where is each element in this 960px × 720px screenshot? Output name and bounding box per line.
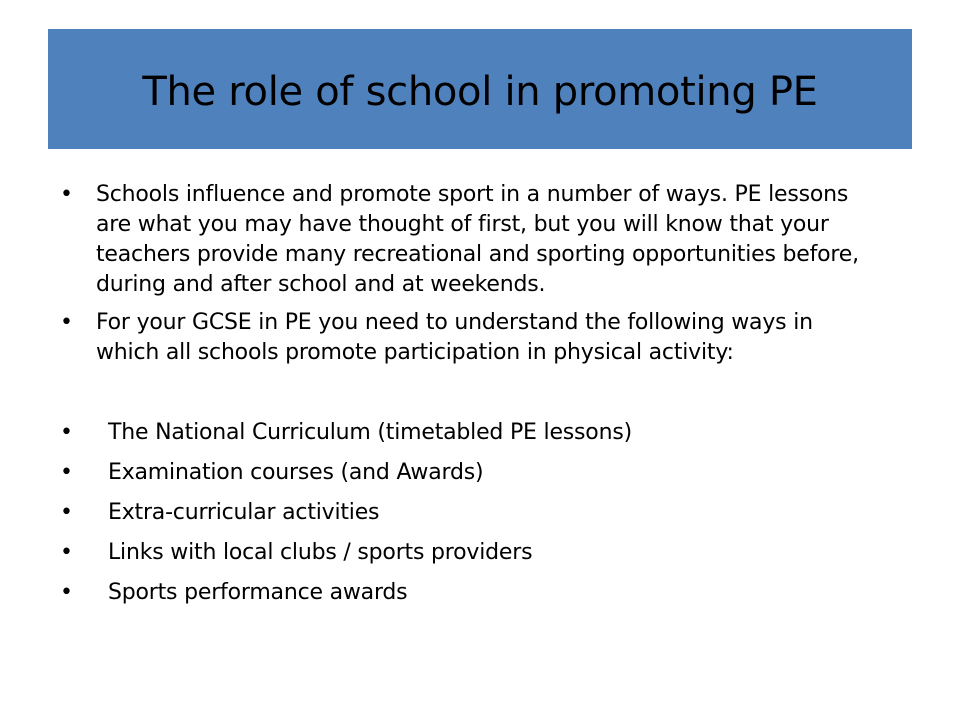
bullet-text: Schools influence and promote sport in a number of ways. PE lessons are what you may have thought of first, but you will know that your teachers provide many recreational and sporting opportunities before, during and after school and at weekends. bbox=[96, 182, 859, 297]
bullet-paragraph bbox=[60, 180, 860, 300]
bullet-list bbox=[60, 180, 860, 618]
list-item-text: The National Curriculum (timetabled PE lessons) bbox=[108, 420, 632, 445]
slide-title: The role of school in promoting PE bbox=[142, 69, 818, 115]
list-item bbox=[60, 498, 860, 528]
bullet-dot-icon: • bbox=[60, 460, 73, 485]
list-item bbox=[60, 458, 860, 488]
bullet-dot-icon: • bbox=[60, 310, 73, 335]
bullet-dot-icon: • bbox=[60, 420, 73, 445]
list-item bbox=[60, 538, 860, 568]
list-item-text: Links with local clubs / sports providers bbox=[108, 540, 533, 565]
bullet-dot-icon: • bbox=[60, 540, 73, 565]
bullet-dot-icon: • bbox=[60, 182, 73, 207]
list-item-text: Extra-curricular activities bbox=[108, 500, 380, 525]
bullet-dot-icon: • bbox=[60, 580, 73, 605]
bullet-text: For your GCSE in PE you need to understand the following ways in which all schools promote participation in physical activity: bbox=[96, 310, 813, 365]
bullet-paragraph bbox=[60, 308, 860, 368]
list-item-text: Examination courses (and Awards) bbox=[108, 460, 484, 485]
slide-title-bar bbox=[48, 29, 912, 149]
list-item bbox=[60, 418, 860, 448]
bullet-dot-icon: • bbox=[60, 500, 73, 525]
list-item-text: Sports performance awards bbox=[108, 580, 408, 605]
list-item bbox=[60, 578, 860, 608]
